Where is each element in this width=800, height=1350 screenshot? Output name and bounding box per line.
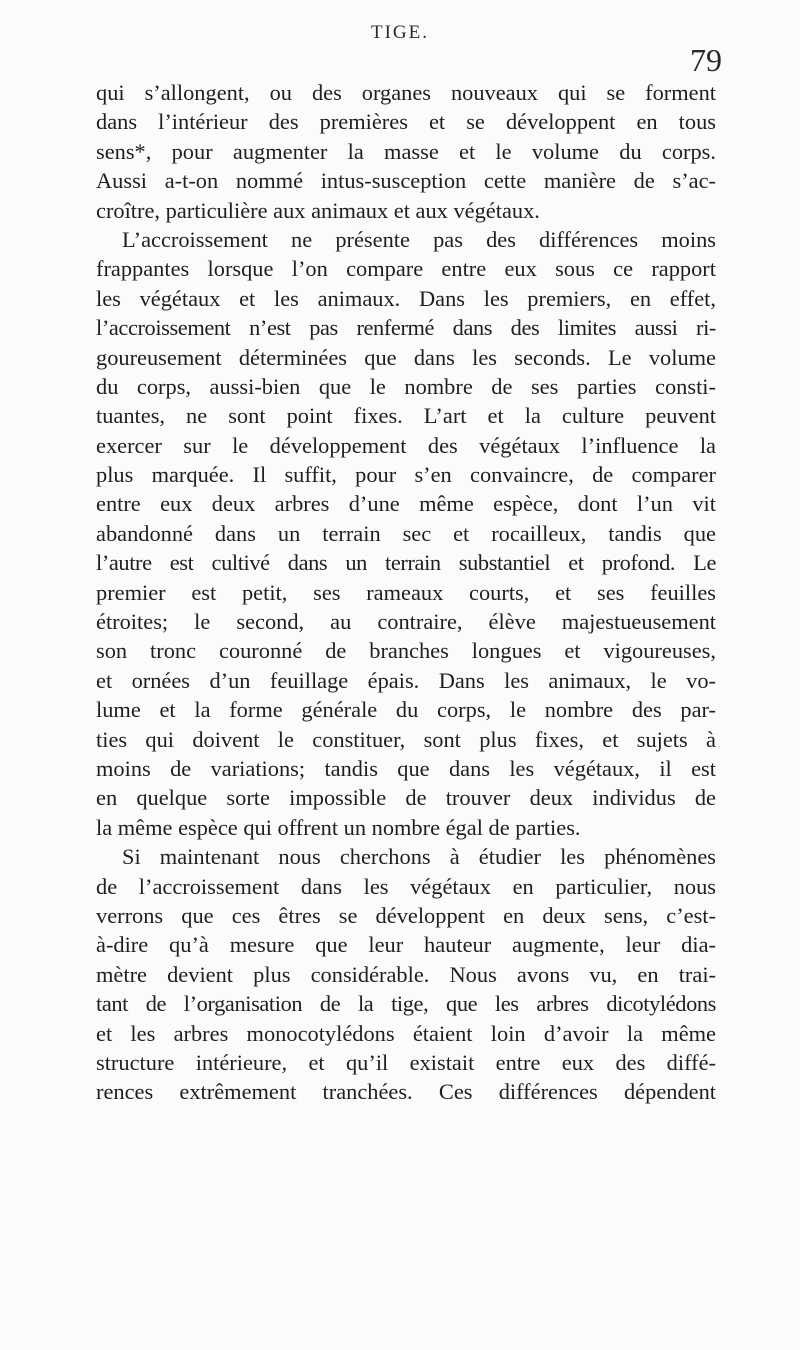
text-line: l’accroissement n’est pas renfermé dans des limites aussi ri-: [96, 315, 716, 341]
text-line: de l’accroissement dans les végétaux en particulier, nous: [96, 873, 716, 899]
text-line: la même espèce qui offrent un nombre égal de parties.: [96, 814, 581, 840]
body-text: [96, 78, 716, 1107]
text-line: abandonné dans un terrain sec et rocailleux, tandis que: [96, 520, 716, 546]
text-line: et les arbres monocotylédons étaient loin d’avoir la même: [96, 1020, 716, 1046]
text-line: entre eux deux arbres d’une même espèce, dont l’un vit: [96, 491, 716, 517]
text-line: étroites; le second, au contraire, élève majestueusement: [96, 609, 716, 635]
text-line: Aussi a-t-on nommé intus-susception cette manière de s’ac-: [96, 168, 716, 194]
text-line: verrons que ces êtres se développent en deux sens, c’est-: [96, 902, 716, 928]
text-line: plus marquée. Il suffit, pour s’en convaincre, de comparer: [96, 462, 716, 488]
text-line: en quelque sorte impossible de trouver deux individus de: [96, 785, 716, 811]
text-line: et ornées d’un feuillage épais. Dans les animaux, le vo-: [96, 667, 716, 693]
paragraph-start-line: Si maintenant nous cherchons à étudier les phénomènes: [122, 844, 716, 870]
text-line: du corps, aussi-bien que le nombre de ses parties consti-: [96, 373, 716, 399]
text-line: moins de variations; tandis que dans les végétaux, il est: [96, 755, 716, 781]
text-line: l’autre est cultivé dans un terrain substantiel et profond. Le: [96, 550, 716, 576]
text-line: dans l’intérieur des premières et se développent en tous: [96, 109, 716, 135]
text-line: sens*, pour augmenter la masse et le volume du corps.: [96, 138, 716, 164]
text-line: tuantes, ne sont point fixes. L’art et la culture peuvent: [96, 403, 716, 429]
text-line: croître, particulière aux animaux et aux végétaux.: [96, 197, 540, 223]
text-line: premier est petit, ses rameaux courts, et ses feuilles: [96, 579, 716, 605]
text-line: tant de l’organisation de la tige, que les arbres dicotylédons: [96, 991, 716, 1017]
page-number: 79: [690, 42, 722, 78]
text-line: ties qui doivent le constituer, sont plus fixes, et sujets à: [96, 726, 716, 752]
text-line: structure intérieure, et qu’il existait entre eux des diffé-: [96, 1049, 716, 1075]
text-line: exercer sur le développement des végétaux l’influence la: [96, 432, 716, 458]
text-line: son tronc couronné de branches longues et vigoureuses,: [96, 638, 716, 664]
text-line: frappantes lorsque l’on compare entre eux sous ce rapport: [96, 256, 716, 282]
text-line: rences extrêmement tranchées. Ces différences dépendent: [96, 1079, 716, 1105]
text-line: qui s’allongent, ou des organes nouveaux qui se forment: [96, 80, 716, 105]
text-line: à-dire qu’à mesure que leur hauteur augmente, leur dia-: [96, 932, 716, 958]
text-line: les végétaux et les animaux. Dans les premiers, en effet,: [96, 285, 716, 311]
paragraph-start-line: L’accroissement ne présente pas des différences moins: [122, 226, 716, 252]
running-title: TIGE.: [370, 22, 429, 43]
text-line: mètre devient plus considérable. Nous avons vu, en trai-: [96, 961, 716, 987]
text-line: goureusement déterminées que dans les seconds. Le volume: [96, 344, 716, 370]
text-line: lume et la forme générale du corps, le nombre des par-: [96, 697, 716, 723]
